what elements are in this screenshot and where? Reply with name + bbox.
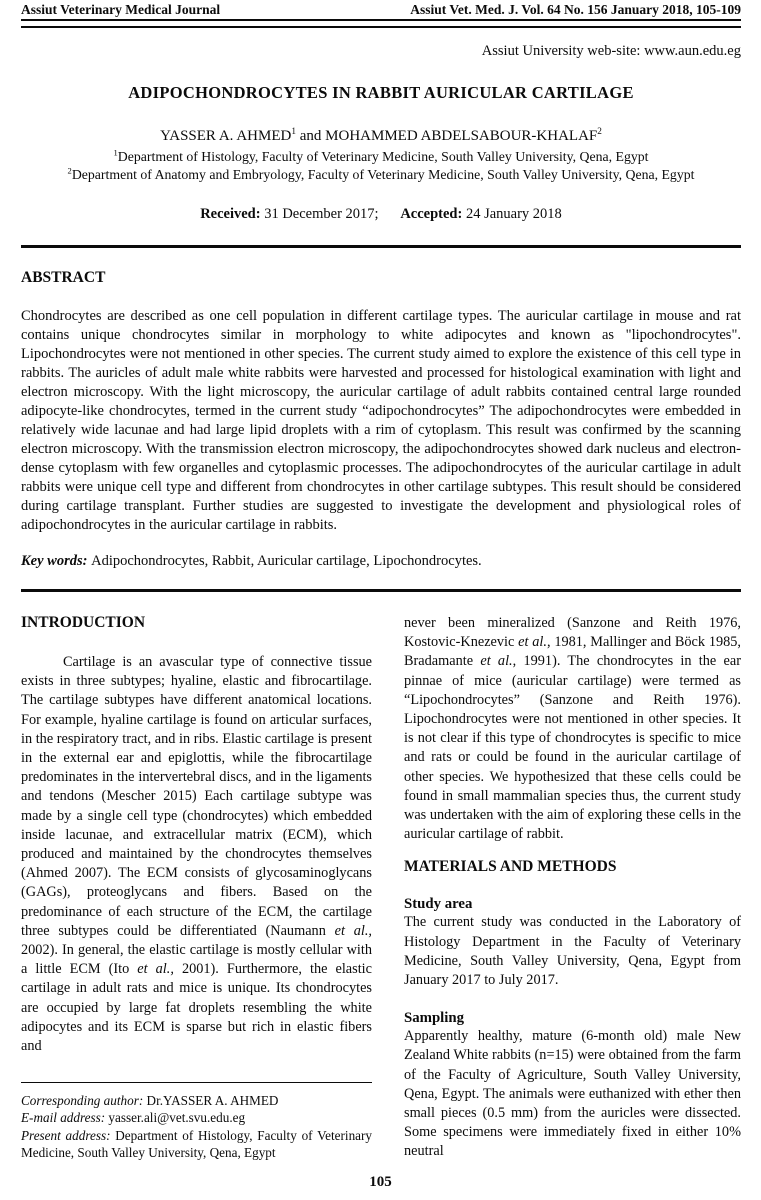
sampling-paragraph: Apparently healthy, mature (6-month old) male New Zealand White rabbits (n=15) were obtained from the farm of the Faculty of Agriculture, South Valley University, Qena, Egypt. The animals were euthanized with ether then small pieces (0.5 mm) from the auricles were dissected. Some specimens were immediately fixed in either 10% neutral <box>404 1028 741 1160</box>
footnote-block <box>21 1082 372 1162</box>
right-column-paragraph: never been mineralized (Sanzone and Reith 1976, Kostovic-Knezevic et al., 1981, Mallinger and Böck 1985, Bradamante et al., 1991). The chondrocytes in the ear pinnae of mice (auricular cartilage) were termed as “Lipochondrocytes” (Sanzone and Reith 1976). Lipochondrocytes were not mentioned in other species. It is not clear if this type of chondrocytes is specific to mice and rats or could be found in the auricular cartilage of other species. We hypothesized that these cells could be found in small mammalian species thus, the current study was undertaken with the aim of exploring these cells in the auricular cartilage of rabbit. <box>404 615 742 843</box>
divider-rule-top <box>21 245 741 248</box>
study-area-paragraph: The current study was conducted in the Laboratory of Histology Department in the Faculty of Veterinary Medicine, South Valley University, Qena, Egypt from January 2017 to July 2017. <box>404 914 741 989</box>
email-line: E-mail address: yasser.ali@vet.svu.edu.eg <box>21 1110 246 1126</box>
keywords-line: Key words: Adipochondrocytes, Rabbit, Auricular cartilage, Lipochondrocytes. <box>21 553 482 569</box>
introduction-paragraph: Cartilage is an avascular type of connective tissue exists in three subtypes; hyaline, elastic and fibrocartilage. The cartilage subtypes have different anatomical locations. For example, hyaline cartilage is found on articular surfaces, in the respiratory tract, and in ribs. Elastic cartilage is present in the external ear and epiglottis, while the fibrocartilage predominates in the intervertebral discs, and in the ligaments and tendons (Mescher 2015) Each cartilage subtype was made by a single cell type (chondrocytes) which embedded inside lacunae, and extracellular matrix (ECM), which produced and maintained by the chondrocytes themselves (Ahmed 2007). The ECM consists of glycosaminoglycans (GAGs), proteoglycans and fibers. Based on the predominance of each structure of the ECM, the cartilage three subtypes could be differentiated (Naumann et al., 2002). In general, the elastic cartilage is mostly cellular with a little ECM (Ito et al., 2001). Furthermore, the elastic cartilage in adult rats and mice is unique. Its chondrocytes are occupied by large fat droplets resembling the white adipocytes and its ECM is sparse but rich in elastic fibers and <box>21 654 372 1055</box>
abstract-heading: ABSTRACT <box>21 269 106 286</box>
abstract-text: Chondrocytes are described as one cell population in different cartilage types. The auricular cartilage in mouse and rat contains unique chondrocytes similar in morphology to white adipocytes and known as "lipochondrocytes". Lipochondrocytes were not mentioned in other species. The current study aimed to explore the existence of this cell type in rabbits. The auricles of adult male white rabbits were harvested and processed for histological examination with light and electron microscopy. With the light microscopy, the auricular cartilage of adult rabbits contained central large rounded adipocyte-like chondrocytes, termed in the current study “adipochondrocytes” The adipochondrocytes were embedded in relatively wide lacunae and had large lipid droplets with a rim of cytoplasm. This result was confirmed by the scanning electron microscopy. With the transmission electron microscopy, the adipochondrocytes showed dark nucleus and electron-dense cytoplasm with few organelles and cytoplasmic processes. The adipochondrocytes of the auricular cartilage in adult rabbits were unique cell type and different from chondrocytes in other cartilage subtypes. This result should be considered during cartilage transplant. Further studies are suggested to investigate the development and physiological roles of adipochondrocytes in the auricular cartilage in rabbits. <box>21 308 741 533</box>
journal-name: Assiut Veterinary Medical Journal <box>21 2 221 17</box>
authors-line: YASSER A. AHMED$^1$ and MOHAMMED ABDELSABOUR-KHALAF$^2$ <box>160 127 602 144</box>
two-column-body <box>21 614 741 1162</box>
corresponding-author-line: Corresponding author: Dr.YASSER A. AHMED <box>21 1092 279 1108</box>
divider-rule-middle <box>21 589 741 592</box>
materials-methods-heading: MATERIALS AND METHODS <box>404 858 617 876</box>
right-column <box>404 614 741 1162</box>
paper-title: ADIPOCHONDROCYTES IN RABBIT AURICULAR CARTILAGE <box>128 83 634 102</box>
website-line: Assiut University web-site: www.aun.edu.eg <box>481 43 741 59</box>
left-column <box>21 614 372 1162</box>
masthead-rule <box>21 26 741 28</box>
affiliations <box>21 148 741 184</box>
abstract-section <box>21 269 741 570</box>
footnote-rule <box>21 1082 372 1083</box>
present-address-line: Present address: Department of Histology, Faculty of Veterinary Medicine, South Valley University, Qena, Egypt <box>21 1127 372 1161</box>
masthead <box>21 2 741 21</box>
journal-ref: Assiut Vet. Med. J. Vol. 64 No. 156 January 2018, 105-109 <box>410 2 741 17</box>
received-accepted-line: Received: 31 December 2017; Accepted: 24 January 2018 <box>200 206 562 222</box>
sampling-heading: Sampling <box>404 1010 465 1027</box>
introduction-heading: INTRODUCTION <box>21 614 146 631</box>
affiliation-line-2: $^2$Department of Anatomy and Embryology, Faculty of Veterinary Medicine, South Valley University, Qena, Egypt <box>67 165 695 182</box>
page-number: 105 <box>369 1174 392 1190</box>
affiliation-line-1: $^1$Department of Histology, Faculty of Veterinary Medicine, South Valley University, Qena, Egypt <box>113 147 649 164</box>
study-area-heading: Study area <box>404 896 473 913</box>
